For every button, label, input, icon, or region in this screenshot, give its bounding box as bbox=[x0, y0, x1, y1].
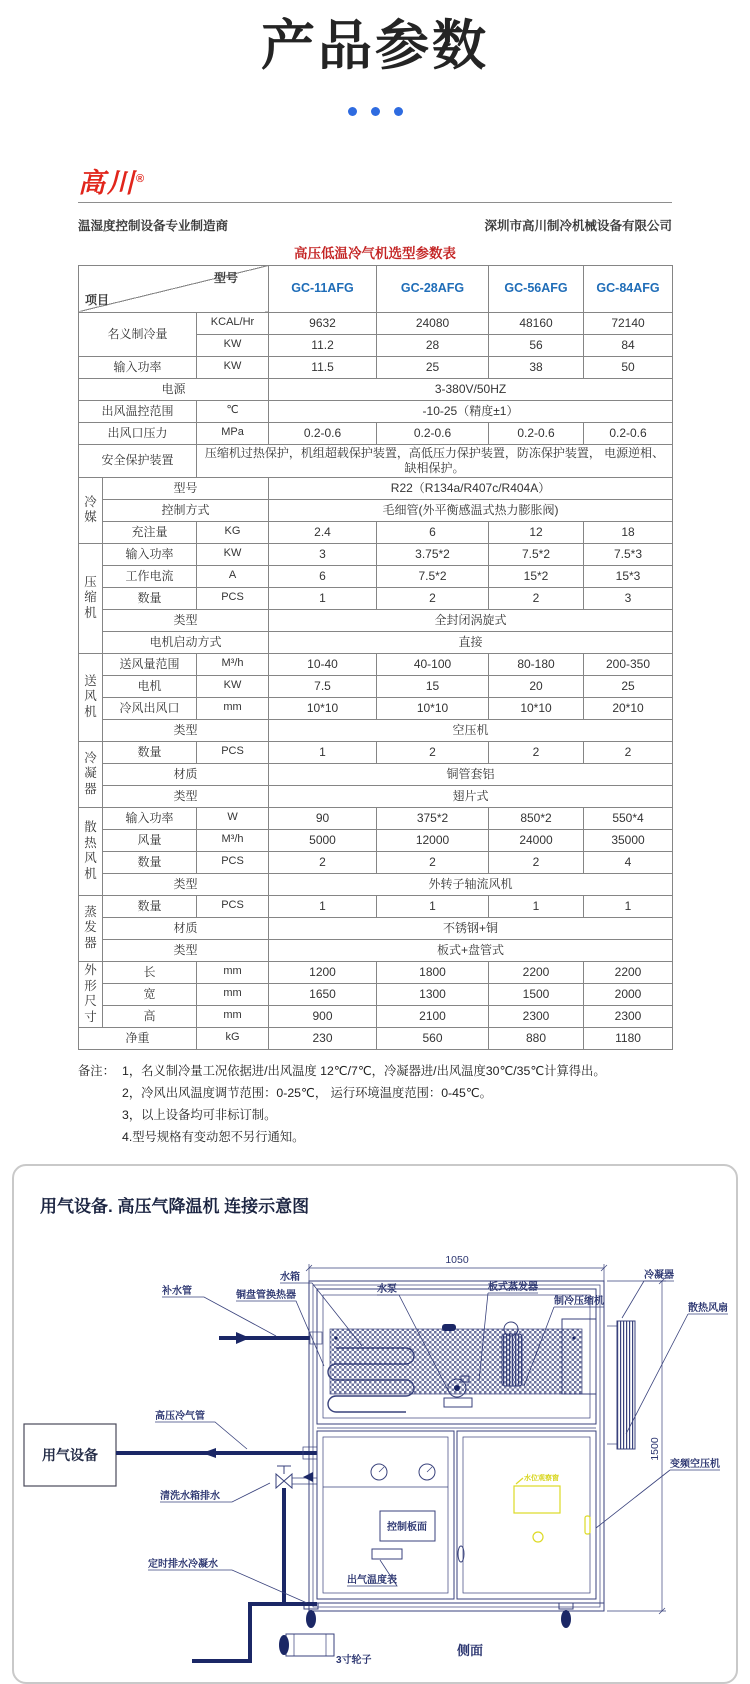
cell: 高 bbox=[103, 1005, 197, 1027]
cell: 出风口压力 bbox=[79, 422, 197, 444]
leader-line bbox=[155, 1422, 247, 1449]
cell: 出风温控范围 bbox=[79, 400, 197, 422]
cell: 7.5*2 bbox=[377, 565, 489, 587]
corner-item-label: 项目 bbox=[85, 292, 110, 307]
cell: 7.5 bbox=[269, 675, 377, 697]
cell: 12000 bbox=[377, 829, 489, 851]
cell: 外形尺寸 bbox=[79, 961, 103, 1027]
cell: KW bbox=[197, 356, 269, 378]
table-row bbox=[79, 400, 673, 422]
width-dimension bbox=[306, 1264, 607, 1281]
cell: 3 bbox=[269, 543, 377, 565]
cell: 550*4 bbox=[584, 807, 673, 829]
cell: -10-25（精度±1） bbox=[269, 400, 673, 422]
table-row bbox=[79, 785, 673, 807]
cell: 3 bbox=[584, 587, 673, 609]
cell: 控制方式 bbox=[103, 499, 269, 521]
cell: 0.2-0.6 bbox=[584, 422, 673, 444]
cell: 0.2-0.6 bbox=[489, 422, 584, 444]
table-row bbox=[79, 422, 673, 444]
cell: 1 bbox=[269, 895, 377, 917]
cell: 2 bbox=[269, 851, 377, 873]
outlet-temp-gauge-drawing bbox=[372, 1549, 402, 1559]
cell: 外转子轴流风机 bbox=[269, 873, 673, 895]
table-row bbox=[79, 356, 673, 378]
registered-mark: ® bbox=[136, 172, 147, 185]
cell: 2 bbox=[489, 587, 584, 609]
width-dimension-value: 1050 bbox=[445, 1254, 469, 1267]
table-row bbox=[79, 378, 673, 400]
model-column-header: GC-56AFG bbox=[489, 265, 584, 312]
table-row bbox=[79, 631, 673, 653]
cell: 工作电流 bbox=[103, 565, 197, 587]
table-row bbox=[79, 543, 673, 565]
cell: 200-350 bbox=[584, 653, 673, 675]
cell: 输入功率 bbox=[103, 543, 197, 565]
cell: 翅片式 bbox=[269, 785, 673, 807]
note-item: 1，名义制冷量工况依据进/出风温度 12℃/7℃，冷凝器进/出风温度30℃/35℃计算得出。 bbox=[122, 1063, 606, 1078]
wheels-label: 3寸轮子 bbox=[336, 1655, 372, 1667]
brand-logo: 高川® bbox=[78, 167, 147, 198]
cell: 直接 bbox=[269, 631, 673, 653]
cell: 6 bbox=[377, 521, 489, 543]
model-column-header: GC-28AFG bbox=[377, 265, 489, 312]
water-tank-label: 水箱 bbox=[280, 1272, 300, 1284]
cell: 全封闭涡旋式 bbox=[269, 609, 673, 631]
cell: PCS bbox=[197, 587, 269, 609]
cell: KCAL/Hr bbox=[197, 312, 269, 334]
cell: 20*10 bbox=[584, 697, 673, 719]
cell: 送风量范围 bbox=[103, 653, 197, 675]
table-row bbox=[79, 807, 673, 829]
page-title: 产品参数 bbox=[261, 16, 489, 76]
table-row bbox=[79, 1027, 673, 1049]
cell: 电源 bbox=[79, 378, 269, 400]
leader-line bbox=[162, 1297, 276, 1336]
cell: 2200 bbox=[489, 961, 584, 983]
cell: 空压机 bbox=[269, 719, 673, 741]
cell: 38 bbox=[489, 356, 584, 378]
cell: 24080 bbox=[377, 312, 489, 334]
cell: 35000 bbox=[584, 829, 673, 851]
table-row bbox=[79, 312, 673, 334]
cell: 类型 bbox=[103, 785, 269, 807]
cell: 充注量 bbox=[103, 521, 197, 543]
cell: 10*10 bbox=[269, 697, 377, 719]
cell: M³/h bbox=[197, 653, 269, 675]
cell: 10*10 bbox=[489, 697, 584, 719]
table-row bbox=[79, 961, 673, 983]
dot-icon bbox=[348, 107, 357, 116]
table-row bbox=[79, 895, 673, 917]
cell: 冷风出风口 bbox=[103, 697, 197, 719]
cell: W bbox=[197, 807, 269, 829]
water-pump-label: 水泵 bbox=[377, 1284, 397, 1296]
cell: 类型 bbox=[103, 719, 269, 741]
cell: 输入功率 bbox=[103, 807, 197, 829]
water-supply-pipe-drawing bbox=[219, 1332, 322, 1344]
hp-cold-air-pipe-label: 高压冷气管 bbox=[155, 1411, 205, 1423]
cell: 10*10 bbox=[377, 697, 489, 719]
spec-table-body bbox=[79, 312, 673, 1049]
cell: 1 bbox=[489, 895, 584, 917]
cell: 12 bbox=[489, 521, 584, 543]
cell: 25 bbox=[377, 356, 489, 378]
cell: 0.2-0.6 bbox=[377, 422, 489, 444]
timed-condensate-drain-label: 定时排水冷凝水 bbox=[148, 1559, 218, 1571]
cell: KW bbox=[197, 675, 269, 697]
cell: 1 bbox=[377, 895, 489, 917]
vf-air-compressor-label: 变频空压机 bbox=[670, 1459, 720, 1471]
cell: 40-100 bbox=[377, 653, 489, 675]
cell: 375*2 bbox=[377, 807, 489, 829]
cell: 1500 bbox=[489, 983, 584, 1005]
cell: 冷凝器 bbox=[79, 741, 103, 807]
cell: 2200 bbox=[584, 961, 673, 983]
cell: mm bbox=[197, 697, 269, 719]
table-row bbox=[79, 851, 673, 873]
cell: 材质 bbox=[103, 917, 269, 939]
cell: 长 bbox=[103, 961, 197, 983]
cell: 230 bbox=[269, 1027, 377, 1049]
cell: 5000 bbox=[269, 829, 377, 851]
notes-block bbox=[78, 1060, 672, 1149]
drain-pipes-drawing bbox=[192, 1488, 317, 1663]
cell: 数量 bbox=[103, 851, 197, 873]
cell: 2 bbox=[489, 851, 584, 873]
table-row bbox=[79, 499, 673, 521]
cell: mm bbox=[197, 961, 269, 983]
note-item: 2，冷风出风温度调节范围：0-25℃， 运行环境温度范围：0-45℃。 bbox=[122, 1085, 492, 1100]
cell: 1 bbox=[269, 587, 377, 609]
cell: 900 bbox=[269, 1005, 377, 1027]
mesh-dot bbox=[334, 1337, 337, 1340]
cell: 1650 bbox=[269, 983, 377, 1005]
cell: 9632 bbox=[269, 312, 377, 334]
model-column-header: GC-11AFG bbox=[269, 265, 377, 312]
cell: 类型 bbox=[103, 609, 269, 631]
table-row bbox=[79, 829, 673, 851]
cell: R22（R134a/R407c/R404A） bbox=[269, 477, 673, 499]
mesh-dot bbox=[572, 1337, 575, 1340]
cell: 1200 bbox=[269, 961, 377, 983]
cell: mm bbox=[197, 983, 269, 1005]
cell: 散热风机 bbox=[79, 807, 103, 895]
cell: 蒸发器 bbox=[79, 895, 103, 961]
cell: 2 bbox=[377, 587, 489, 609]
cell: 型号 bbox=[103, 477, 269, 499]
table-row bbox=[79, 565, 673, 587]
header-row bbox=[79, 265, 673, 312]
cell: 类型 bbox=[103, 873, 269, 895]
dot-icon bbox=[371, 107, 380, 116]
model-column-header: GC-84AFG bbox=[584, 265, 673, 312]
cell: 压缩机 bbox=[79, 543, 103, 653]
tank-clean-drain-label: 清洗水箱排水 bbox=[160, 1491, 220, 1503]
cell: 2 bbox=[489, 741, 584, 763]
cell: PCS bbox=[197, 851, 269, 873]
cell: PCS bbox=[197, 895, 269, 917]
plate-evaporator-label: 板式蒸发器 bbox=[488, 1282, 538, 1294]
brand-tagline: 温湿度控制设备专业制造商 bbox=[78, 218, 229, 233]
cell: 850*2 bbox=[489, 807, 584, 829]
cell: 材质 bbox=[103, 763, 269, 785]
cell: 2300 bbox=[489, 1005, 584, 1027]
outlet-temp-gauge-label: 出气温度表 bbox=[347, 1575, 397, 1587]
table-row bbox=[79, 444, 673, 477]
cell: 10-40 bbox=[269, 653, 377, 675]
cell: 类型 bbox=[103, 939, 269, 961]
cell: kG bbox=[197, 1027, 269, 1049]
page-header bbox=[0, 0, 750, 121]
cell: 电机启动方式 bbox=[103, 631, 269, 653]
cell: 3-380V/50HZ bbox=[269, 378, 673, 400]
gas-device-label: 用气设备 bbox=[42, 1447, 98, 1464]
cell: 名义制冷量 bbox=[79, 312, 197, 356]
leader-line bbox=[236, 1301, 324, 1366]
cell: 90 bbox=[269, 807, 377, 829]
cell: 2 bbox=[377, 741, 489, 763]
cell: 28 bbox=[377, 334, 489, 356]
cell: 1 bbox=[584, 895, 673, 917]
table-row bbox=[79, 477, 673, 499]
cell: 2 bbox=[377, 851, 489, 873]
top-fitting bbox=[442, 1324, 456, 1331]
table-row bbox=[79, 697, 673, 719]
height-dimension-value: 1500 bbox=[649, 1437, 661, 1461]
cell: 15*3 bbox=[584, 565, 673, 587]
pressure-gauges bbox=[371, 1464, 435, 1480]
cell: 安全保护装置 bbox=[79, 444, 197, 477]
cell: 2 bbox=[584, 741, 673, 763]
diagram-title: 用气设备. 高压气降温机 连接示意图 bbox=[40, 1197, 310, 1217]
table-row bbox=[79, 587, 673, 609]
cell: 2300 bbox=[584, 1005, 673, 1027]
cell: 11.2 bbox=[269, 334, 377, 356]
leader-line bbox=[626, 1314, 728, 1434]
table-row bbox=[79, 1005, 673, 1027]
cell: KW bbox=[197, 543, 269, 565]
cell: 4 bbox=[584, 851, 673, 873]
leader-line bbox=[622, 1281, 674, 1318]
cell: 数量 bbox=[103, 895, 197, 917]
corner-cell bbox=[79, 265, 269, 312]
cell: 2100 bbox=[377, 1005, 489, 1027]
cell: M³/h bbox=[197, 829, 269, 851]
cell: A bbox=[197, 565, 269, 587]
side-view-label: 侧面 bbox=[457, 1643, 484, 1659]
cell: 1800 bbox=[377, 961, 489, 983]
table-row bbox=[79, 719, 673, 741]
spec-table-title: 高压低温冷气机选型参数表 bbox=[294, 245, 456, 261]
cell: 880 bbox=[489, 1027, 584, 1049]
table-row bbox=[79, 983, 673, 1005]
compressor-label: 制冷压缩机 bbox=[554, 1296, 604, 1308]
cell: 1300 bbox=[377, 983, 489, 1005]
table-row bbox=[79, 521, 673, 543]
cell: 560 bbox=[377, 1027, 489, 1049]
cell: 20 bbox=[489, 675, 584, 697]
cell: 宽 bbox=[103, 983, 197, 1005]
spec-table bbox=[78, 265, 673, 1050]
connection-diagram bbox=[14, 1166, 736, 1682]
table-row bbox=[79, 653, 673, 675]
cell: 数量 bbox=[103, 587, 197, 609]
cell: MPa bbox=[197, 422, 269, 444]
cell: 7.5*3 bbox=[584, 543, 673, 565]
note-item: 3，以上设备均可非标订制。 bbox=[122, 1108, 277, 1123]
note-item: 4.型号规格有变动恕不另行通知。 bbox=[122, 1130, 305, 1145]
cell: 1180 bbox=[584, 1027, 673, 1049]
table-row bbox=[79, 675, 673, 697]
drain-valve-drawing bbox=[276, 1466, 317, 1488]
cell: 板式+盘管式 bbox=[269, 939, 673, 961]
cell: 11.5 bbox=[269, 356, 377, 378]
cell: 6 bbox=[269, 565, 377, 587]
cell: 电机 bbox=[103, 675, 197, 697]
cell: 2.4 bbox=[269, 521, 377, 543]
cell: 数量 bbox=[103, 741, 197, 763]
condenser-label: 冷凝器 bbox=[644, 1270, 674, 1282]
cell: 冷媒 bbox=[79, 477, 103, 543]
dot-icon bbox=[394, 107, 403, 116]
cell: 50 bbox=[584, 356, 673, 378]
cell: 80-180 bbox=[489, 653, 584, 675]
front-doors bbox=[317, 1431, 596, 1599]
table-row bbox=[79, 609, 673, 631]
cell: 24000 bbox=[489, 829, 584, 851]
divider-dots bbox=[0, 103, 750, 121]
table-row bbox=[79, 917, 673, 939]
cell: 48160 bbox=[489, 312, 584, 334]
cell: 18 bbox=[584, 521, 673, 543]
cell: 风量 bbox=[103, 829, 197, 851]
cell: KG bbox=[197, 521, 269, 543]
cell: 不锈钢+铜 bbox=[269, 917, 673, 939]
notes-label: 备注： bbox=[78, 1063, 115, 1078]
cell: KW bbox=[197, 334, 269, 356]
cell: ℃ bbox=[197, 400, 269, 422]
control-panel-label: 控制板面 bbox=[387, 1522, 427, 1534]
sight-window-label: 水位观察窗 bbox=[524, 1475, 559, 1483]
cell: 毛细管(外平衡感温式热力膨胀阀) bbox=[269, 499, 673, 521]
table-row bbox=[79, 939, 673, 961]
cooling-fan-label: 散热风扇 bbox=[688, 1303, 728, 1315]
cell: 15*2 bbox=[489, 565, 584, 587]
cell: 2000 bbox=[584, 983, 673, 1005]
cell: 56 bbox=[489, 334, 584, 356]
brand-block bbox=[78, 161, 672, 234]
connection-diagram-panel bbox=[12, 1164, 738, 1684]
cell: 送风机 bbox=[79, 653, 103, 741]
cell: PCS bbox=[197, 741, 269, 763]
cell: 压缩机过热保护，机组超载保护装置，高低压力保护装置，防冻保护装置， 电源逆相、缺相保护。 bbox=[197, 444, 673, 477]
coil-heat-exchanger-label: 铜盘管换热器 bbox=[236, 1290, 296, 1302]
cell: 72140 bbox=[584, 312, 673, 334]
water-supply-pipe-label: 补水管 bbox=[162, 1286, 192, 1298]
sight-window bbox=[514, 1478, 590, 1542]
cell: 1 bbox=[269, 741, 377, 763]
cell: 3.75*2 bbox=[377, 543, 489, 565]
hp-cold-air-pipe-drawing bbox=[116, 1447, 317, 1459]
table-row bbox=[79, 873, 673, 895]
cell: mm bbox=[197, 1005, 269, 1027]
cell: 84 bbox=[584, 334, 673, 356]
cell: 15 bbox=[377, 675, 489, 697]
cell: 输入功率 bbox=[79, 356, 197, 378]
cell: 铜管套铝 bbox=[269, 763, 673, 785]
condenser-coil-mesh bbox=[330, 1329, 582, 1394]
table-row bbox=[79, 741, 673, 763]
company-name: 深圳市高川制冷机械设备有限公司 bbox=[484, 218, 672, 233]
cell: 0.2-0.6 bbox=[269, 422, 377, 444]
cell: 25 bbox=[584, 675, 673, 697]
cell: 7.5*2 bbox=[489, 543, 584, 565]
cell: 净重 bbox=[79, 1027, 197, 1049]
condenser-slats bbox=[607, 1321, 635, 1449]
corner-model-label: 型号 bbox=[214, 270, 239, 285]
table-row bbox=[79, 763, 673, 785]
leader-line bbox=[596, 1470, 720, 1528]
